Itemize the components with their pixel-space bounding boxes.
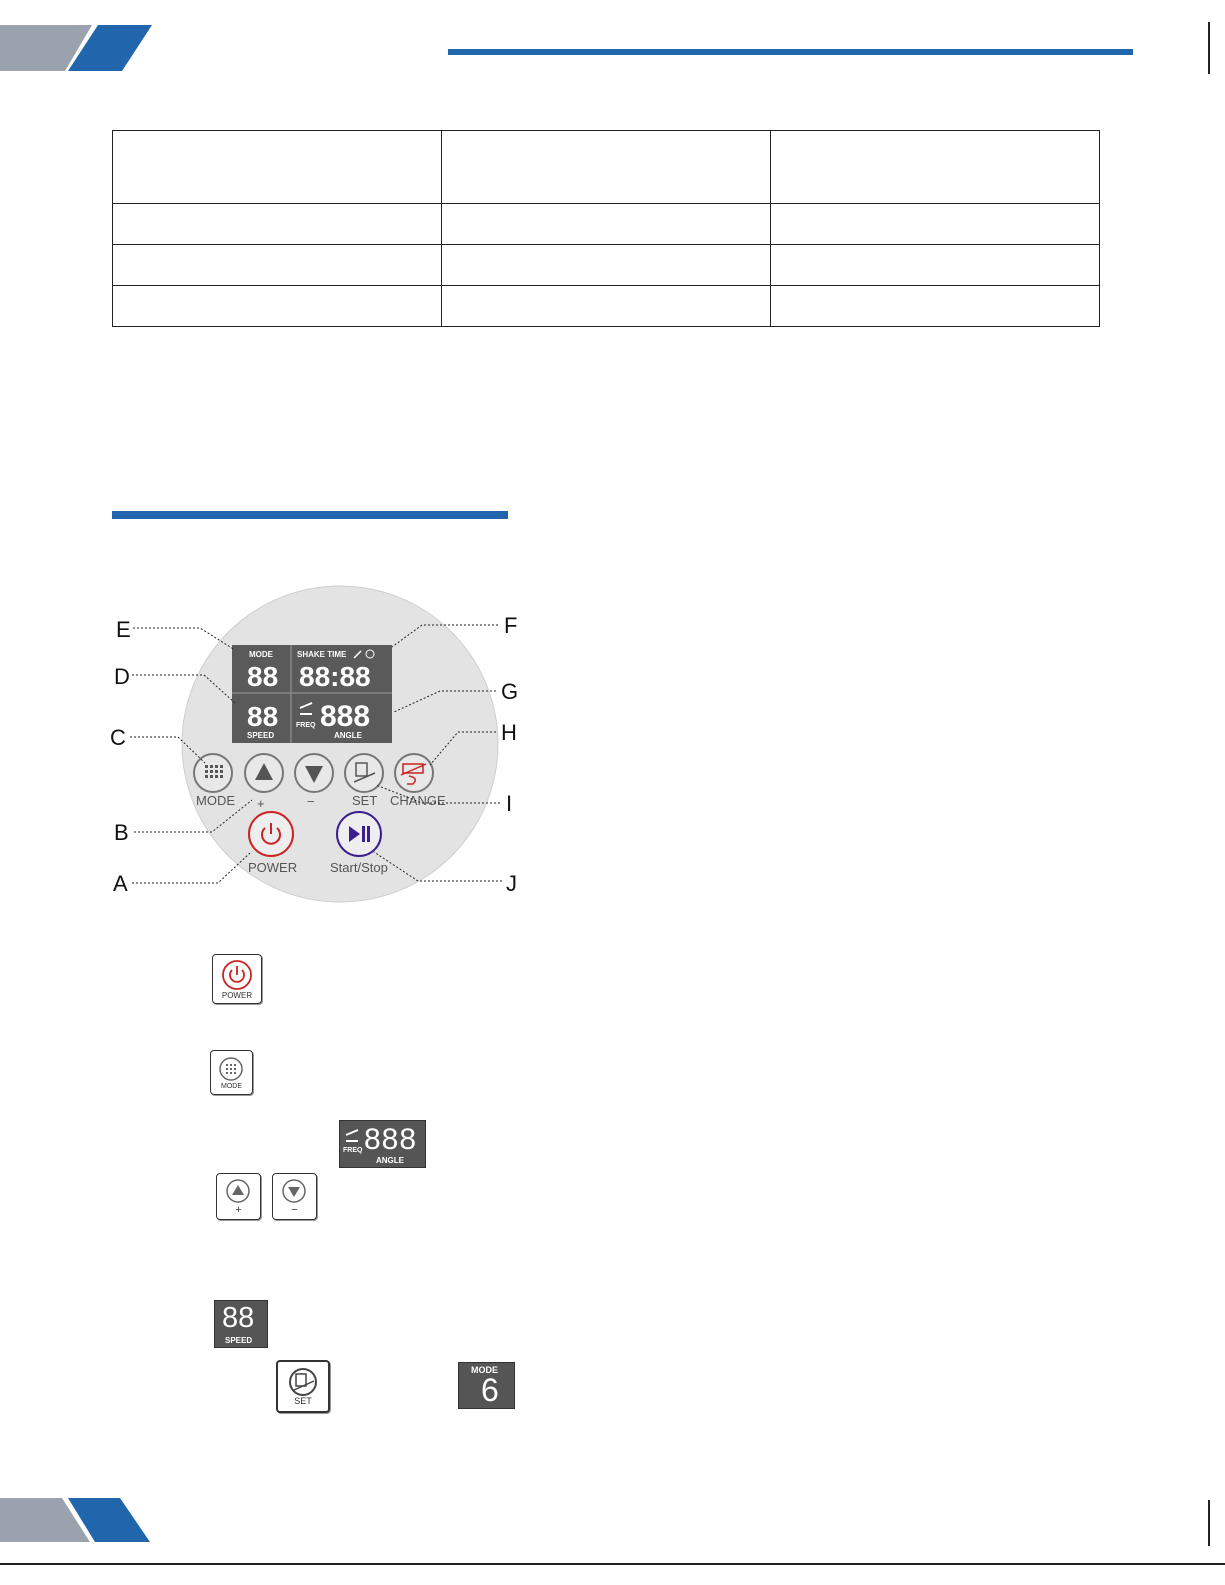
legend-set-icon-box bbox=[276, 1360, 330, 1413]
lcd-mode-label: MODE bbox=[249, 650, 273, 659]
table-cell bbox=[442, 131, 771, 204]
table-cell bbox=[113, 245, 442, 286]
table-cell bbox=[442, 204, 771, 245]
start-stop-button[interactable] bbox=[337, 812, 381, 856]
legend-angle-label: ANGLE bbox=[376, 1156, 404, 1165]
minus-button[interactable] bbox=[295, 754, 333, 792]
legend-plus-icon-box bbox=[216, 1173, 261, 1220]
mode-button[interactable] bbox=[194, 754, 232, 792]
table-cell bbox=[771, 204, 1100, 245]
callout-j: J bbox=[506, 871, 517, 896]
legend-speed-value: 88 bbox=[222, 1302, 255, 1334]
page-edge-mark bbox=[1208, 1500, 1210, 1546]
legend-set-label: SET bbox=[294, 1396, 312, 1406]
page-edge-mark bbox=[1208, 22, 1210, 74]
legend-mode-label: MODE bbox=[221, 1083, 242, 1090]
legend-mode-icon-box bbox=[210, 1050, 253, 1095]
callout-a: A bbox=[113, 871, 128, 896]
section-rule bbox=[112, 511, 508, 519]
power-button[interactable] bbox=[249, 812, 293, 856]
legend-plus-label: + bbox=[235, 1204, 242, 1216]
header-rule bbox=[448, 49, 1133, 55]
table-cell bbox=[771, 131, 1100, 204]
callout-b: B bbox=[114, 820, 129, 845]
lcd-angle-label: ANGLE bbox=[334, 731, 362, 740]
callout-d: D bbox=[114, 664, 130, 689]
legend-mode-display bbox=[458, 1362, 515, 1409]
callout-e: E bbox=[116, 617, 131, 642]
callout-f: F bbox=[504, 613, 518, 638]
legend-power-icon-box bbox=[212, 954, 262, 1004]
start-stop-button-label: Start/Stop bbox=[330, 860, 388, 875]
lcd-freq-label: FREQ bbox=[296, 722, 316, 729]
control-panel-diagram bbox=[100, 570, 540, 915]
callout-g: G bbox=[501, 679, 519, 704]
legend-mode-display-value: 6 bbox=[481, 1372, 499, 1408]
set-button-label: SET bbox=[352, 793, 378, 808]
change-button-label: CHANGE bbox=[390, 793, 446, 808]
legend-speed-label: SPEED bbox=[225, 1336, 253, 1345]
table-cell bbox=[113, 204, 442, 245]
legend-speed-display bbox=[214, 1300, 268, 1348]
legend-angle-value: 888 bbox=[364, 1123, 418, 1156]
callout-i: I bbox=[506, 791, 513, 816]
table-row bbox=[113, 245, 1100, 286]
header-stripe-decoration bbox=[0, 25, 160, 73]
table-cell bbox=[113, 131, 442, 204]
legend-angle-display bbox=[339, 1120, 426, 1168]
lcd-speed-label: SPEED bbox=[247, 731, 275, 740]
legend-freq-label: FREQ bbox=[343, 1147, 363, 1154]
minus-button-label: − bbox=[307, 794, 315, 809]
callout-c: C bbox=[110, 725, 126, 750]
lcd-time-value: 88:88 bbox=[299, 661, 371, 692]
lcd-shake-time-label: SHAKE TIME bbox=[297, 650, 347, 659]
table-header-row bbox=[113, 131, 1100, 204]
plus-button-label: + bbox=[257, 796, 265, 811]
plus-button[interactable] bbox=[245, 754, 283, 792]
panel-face bbox=[182, 586, 498, 902]
lcd-mode-value: 88 bbox=[247, 661, 279, 692]
table-cell bbox=[442, 245, 771, 286]
callout-h: H bbox=[501, 720, 517, 745]
legend-minus-icon-box bbox=[272, 1173, 317, 1220]
footer-rule bbox=[0, 1563, 1225, 1565]
power-button-label: POWER bbox=[248, 860, 298, 875]
spec-table bbox=[112, 130, 1100, 327]
lcd-angle-value: 888 bbox=[320, 700, 371, 733]
mode-button-label: MODE bbox=[196, 793, 235, 808]
footer-stripe-decoration bbox=[0, 1498, 160, 1544]
set-button[interactable] bbox=[345, 754, 383, 792]
table-cell bbox=[771, 245, 1100, 286]
table-row bbox=[113, 204, 1100, 245]
lcd-speed-value: 88 bbox=[247, 701, 279, 732]
table-row bbox=[113, 286, 1100, 327]
legend-mode-display-label: MODE bbox=[471, 1365, 498, 1375]
change-button[interactable] bbox=[395, 754, 433, 792]
legend-power-label: POWER bbox=[221, 991, 253, 1000]
legend-minus-label: − bbox=[291, 1204, 298, 1216]
table-cell bbox=[442, 286, 771, 327]
table-cell bbox=[771, 286, 1100, 327]
table-cell bbox=[113, 286, 442, 327]
